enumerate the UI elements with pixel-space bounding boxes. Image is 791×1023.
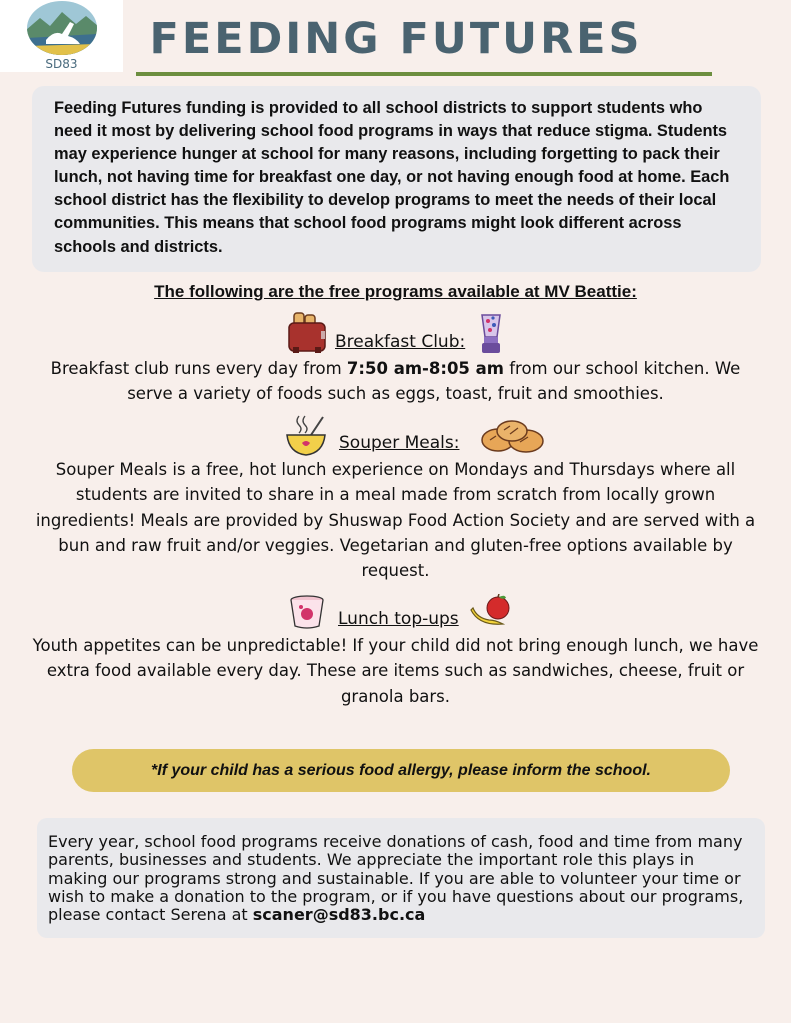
breakfast-club-heading: Breakfast Club: — [335, 332, 466, 352]
souper-meals-text: Souper Meals is a free, hot lunch experience on Mondays and Thursdays where all students are invited to share in a meal made from scratch from locally grown ingredients! Meals are provided by Shuswap Food Action Society and are served with a bun and raw fruit and/or veggies. Vegetarian and gluten-free options available by request. — [35, 460, 756, 581]
banana-apple-icon — [469, 594, 513, 630]
page-title: FEEDING FUTURES — [149, 14, 643, 64]
logo-text: SD83 — [45, 57, 78, 71]
breakfast-text-before: Breakfast club runs every day from — [50, 359, 347, 378]
contact-email[interactable]: scaner@sd83.bc.ca — [252, 905, 426, 925]
donation-body: Every year, school food programs receive donations of cash, food and time from many parents, businesses and students. We appreciate the important role this plays in making our programs strong and sustainable. If you are able to volunteer your time or wish to make a donation to the program, or if you have questions about our programs, please contact Serena at — [48, 832, 744, 925]
lunch-top-ups-text: Youth appetites can be unpredictable! If your child did not bring enough lunch, we have extra food available every day. These are items such as sandwiches, cheese, fruit or granola bars. — [32, 636, 759, 706]
breakfast-time: 7:50 am-8:05 am — [346, 359, 504, 378]
donation-text — [48, 833, 755, 924]
yogurt-icon — [289, 594, 325, 630]
bread-buns-icon — [480, 418, 545, 454]
district-logo-icon — [26, 0, 98, 56]
lunch-top-ups-heading: Lunch top-ups — [338, 609, 459, 629]
programs-heading: The following are the free programs available at MV Beattie: — [154, 282, 637, 301]
sd83-logo — [0, 0, 123, 72]
smoothie-icon — [478, 309, 504, 355]
donation-box — [37, 818, 765, 938]
intro-text: Feeding Futures funding is provided to all school districts to support students who need it most by delivering school food programs in ways that reduce stigma. Students may experience hunger at school for many reasons, including forgetting to pack their lunch, not having time for breakfast one day, or not having enough food at home. Each school district has the flexibility to develop programs to meet the needs of their local communities. This means that school food programs might look different across schools and districts. — [54, 99, 730, 256]
allergy-notice — [72, 749, 730, 792]
allergy-text: *If your child has a serious food allergy, please inform the school. — [151, 761, 651, 779]
title-divider — [136, 72, 712, 76]
souper-meals-heading: Souper Meals: — [339, 433, 460, 453]
intro-box — [32, 86, 761, 272]
breakfast-club-text — [30, 356, 761, 407]
toaster-icon — [287, 311, 327, 355]
soup-bowl-icon — [285, 413, 327, 457]
breakfast-text-after: from our school kitchen. We serve a variety of foods such as eggs, toast, fruit and smoothies. — [127, 359, 741, 404]
